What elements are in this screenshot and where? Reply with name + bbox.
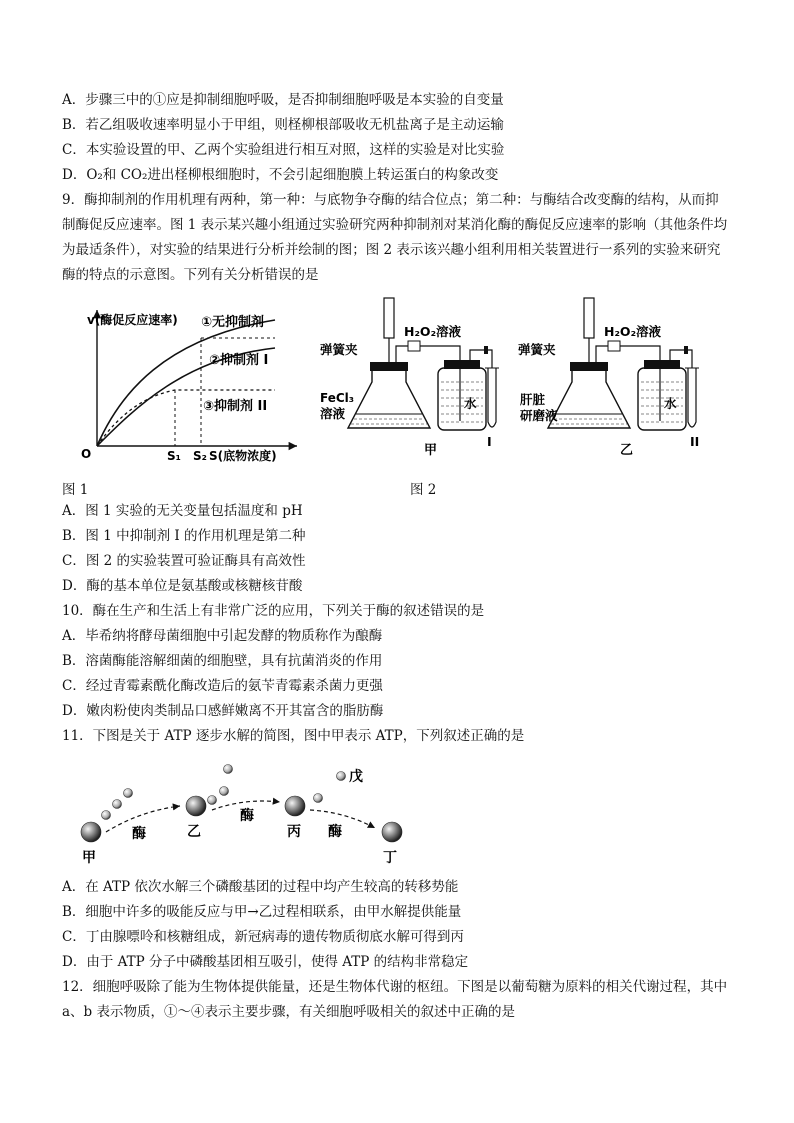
q11-option-a: A．在 ATP 依次水解三个磷酸基团的过程中均产生较高的转移势能: [62, 879, 459, 895]
fig2-h2o2-a: H₂O₂溶液: [404, 324, 462, 339]
fig2-h2o2-b: H₂O₂溶液: [604, 324, 662, 339]
q10-option-d: D．嫩肉粉使肉类制品口感鲜嫩离不开其富含的脂肪酶: [62, 703, 384, 719]
fig2-fecl3-line1: FeCl₃: [320, 391, 355, 405]
atp-label-bing: 丙: [287, 824, 301, 840]
figure-2-apparatus: [320, 296, 720, 470]
q8-option-b: B．若乙组吸收速率明显小于甲组，则柽柳根部吸收无机盐离子是主动运输: [62, 117, 504, 133]
fig1-s1: S₁: [167, 449, 181, 463]
fig1-xlabel: S(底物浓度): [209, 449, 277, 463]
atp-label-ding: 丁: [383, 850, 397, 866]
q8-option-d: D．O₂和 CO₂进出柽柳根细胞时，不会引起细胞膜上转运蛋白的构象改变: [62, 167, 499, 183]
q9-option-b: B．图 1 中抑制剂 I 的作用机理是第二种: [62, 528, 306, 544]
atp-enzyme-2: 酶: [240, 808, 254, 824]
atp-label-jia: 甲: [82, 850, 96, 866]
curve-no-inhibitor: [97, 320, 275, 446]
fig2-label-yi: 乙: [620, 443, 634, 458]
q11-option-b: B．细胞中许多的吸能反应与甲→乙过程相联系，由甲水解提供能量: [62, 904, 462, 920]
q8-option-a: A．步骤三中的①应是抑制细胞呼吸，是否抑制细胞呼吸是本实验的自变量: [62, 92, 504, 108]
fig2-fecl3-line2: 溶液: [320, 406, 346, 421]
fig2-clamp-b: 弹簧夹: [518, 342, 556, 357]
q9-option-d: D．酶的基本单位是氨基酸或核糖核苷酸: [62, 578, 303, 594]
q10-stem: 10．酶在生产和生活上有非常广泛的应用，下列关于酶的叙述错误的是: [62, 603, 485, 619]
fig1-label-curve-3: ③抑制剂 II: [203, 399, 268, 414]
fig2-liver-line1: 肝脏: [520, 392, 546, 407]
figure-1-caption: 图 1: [62, 482, 89, 498]
q11-stem: 11．下图是关于 ATP 逐步水解的简图，图中甲表示 ATP，下列叙述正确的是: [62, 728, 525, 744]
fig1-label-curve-1: ①无抑制剂: [201, 315, 265, 330]
q9-stem: 9．酶抑制剂的作用机理有两种，第一种：与底物争夺酶的结合位点；第二种：与酶结合改变酶的结构，从而抑制酶促反应速率。图 1 表示某兴趣小组通过实验研究两种抑制剂对某消化酶的酶促反应速率的影响（其他条件均为最适条件），对实验的结果进行分析并绘制的图；图 2 表示该兴趣小组利用相关装置进行一系列的实验来研究酶的特点的示意图。下列有关分析错误的是: [62, 192, 728, 283]
fig2-label-jia: 甲: [424, 443, 438, 458]
q8-option-c: C．本实验设置的甲、乙两个实验组进行相互对照，这样的实验是对比实验: [62, 142, 505, 158]
fig2-clamp-a: 弹簧夹: [320, 342, 358, 357]
atp-enzyme-1: 酶: [132, 826, 146, 842]
fig2-liver-line2: 研磨液: [520, 408, 558, 423]
q9-option-c: C．图 2 的实验装置可验证酶具有高效性: [62, 553, 306, 569]
fig2-tube-1: I: [487, 434, 492, 449]
atp-label-wu: 戊: [349, 769, 363, 785]
q9-option-a: A．图 1 实验的无关变量包括温度和 pH: [62, 503, 303, 519]
fig1-s2: S₂: [193, 449, 207, 463]
fig2-tube-2: II: [690, 434, 700, 449]
q10-option-c: C．经过青霉素酰化酶改造后的氨苄青霉素杀菌力更强: [62, 678, 383, 694]
figure-1-enzyme-rate-chart: [75, 298, 305, 466]
figure-2-caption: 图 2: [410, 482, 437, 498]
fig1-label-curve-2: ②抑制剂 I: [209, 353, 269, 368]
q12-stem: 12．细胞呼吸除了能为生物体提供能量，还是生物体代谢的枢纽。下图是以葡萄糖为原料的相关代谢过程，其中 a、b 表示物质，①～④表示主要步骤，有关细胞呼吸相关的叙述中正确的是: [62, 979, 728, 1020]
atp-enzyme-3: 酶: [328, 824, 342, 840]
fig1-ylabel: v(酶促反应速率): [87, 313, 178, 327]
fig2-water-b: 水: [664, 396, 677, 411]
q10-option-b: B．溶菌酶能溶解细菌的细胞壁，具有抗菌消炎的作用: [62, 653, 383, 669]
atp-label-yi: 乙: [187, 824, 201, 840]
figure-atp-hydrolysis: [70, 756, 430, 868]
fig2-water-a: 水: [464, 396, 477, 411]
q11-option-d: D．由于 ATP 分子中磷酸基团相互吸引，使得 ATP 的结构非常稳定: [62, 954, 469, 970]
fig1-origin: O: [81, 447, 92, 461]
q11-option-c: C．丁由腺嘌呤和核糖组成，新冠病毒的遗传物质彻底水解可得到丙: [62, 929, 464, 945]
q10-option-a: A．毕希纳将酵母菌细胞中引起发酵的物质称作为酿酶: [62, 628, 383, 644]
